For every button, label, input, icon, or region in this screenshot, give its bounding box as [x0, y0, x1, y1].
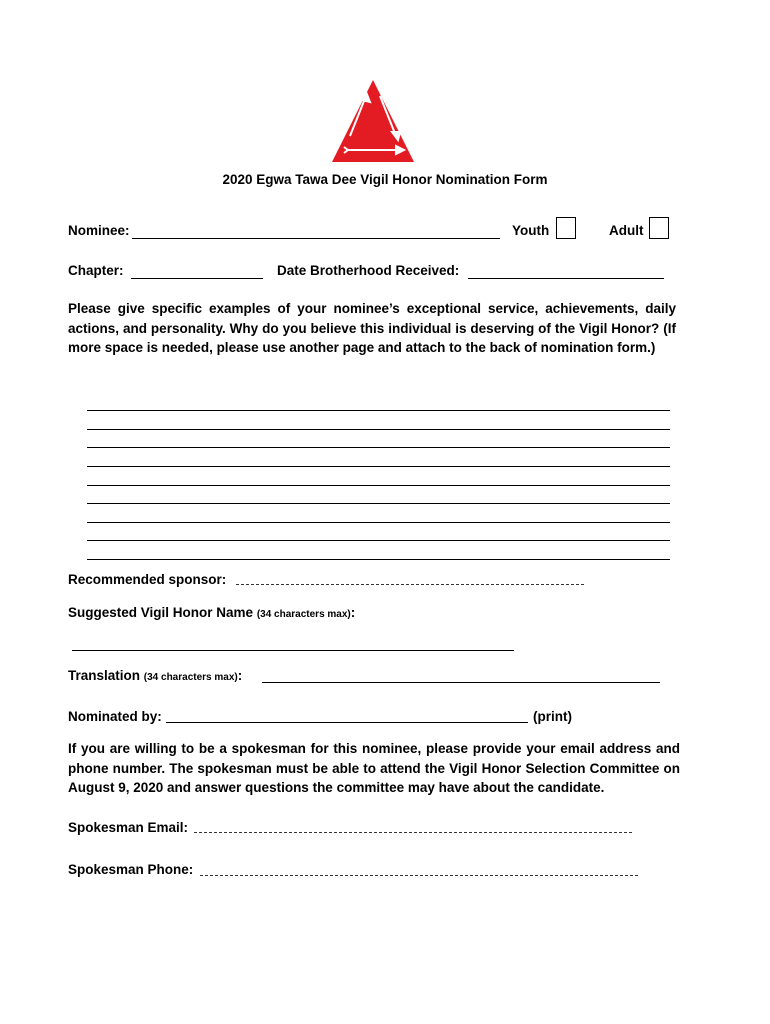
answer-line[interactable] [87, 466, 670, 467]
nominated-by-input-line[interactable] [166, 722, 528, 723]
form-title: 2020 Egwa Tawa Dee Vigil Honor Nomination Form [222, 172, 548, 187]
chapter-input-line[interactable] [131, 278, 263, 279]
recommended-sponsor-input-line[interactable] [236, 584, 584, 585]
answer-line[interactable] [87, 410, 670, 411]
chapter-label: Chapter: [68, 263, 124, 278]
spokesman-email-label: Spokesman Email: [68, 820, 189, 835]
spokesman-email-input-line[interactable] [194, 832, 632, 833]
spokesman-phone-input-line[interactable] [200, 875, 638, 876]
vigil-name-label: Suggested Vigil Honor Name [68, 605, 254, 620]
answer-line[interactable] [87, 485, 670, 486]
answer-line[interactable] [87, 559, 670, 560]
date-brotherhood-label: Date Brotherhood Received: [277, 263, 460, 278]
answer-line[interactable] [87, 447, 670, 448]
instructions-text: Please give specific examples of your nominee’s exceptional service, achievements, daily actions, and personality. Why do you believe this individual is deserving of the Vigil Honor? (If more space is needed, please use another page and attach to the back of nomination form.) [68, 301, 676, 355]
adult-label: Adult [609, 223, 644, 238]
answer-line[interactable] [87, 540, 670, 541]
spokesman-phone-label: Spokesman Phone: [68, 862, 194, 877]
translation-label-row [68, 668, 242, 683]
youth-checkbox[interactable] [556, 217, 576, 239]
answer-line[interactable] [87, 522, 670, 523]
answer-line[interactable] [87, 503, 670, 504]
youth-label: Youth [512, 223, 550, 238]
translation-label: Translation [68, 668, 141, 683]
spokesman-instructions: If you are willing to be a spokesman for this nominee, please provide your email address and phone number. The spokesman must be able to attend the Vigil Honor Selection Committee on August 9, 2020 and answer questions the committee may have about the candidate. [68, 741, 680, 795]
translation-colon: : [237, 668, 243, 683]
nominated-by-label: Nominated by: [68, 709, 162, 724]
translation-note: (34 characters max) [143, 672, 238, 683]
nominated-by-print-note: (print) [533, 709, 572, 724]
date-brotherhood-input-line[interactable] [468, 278, 664, 279]
nominee-input-line[interactable] [132, 238, 500, 239]
vigil-name-label-row [68, 605, 355, 620]
answer-line[interactable] [87, 429, 670, 430]
order-of-the-arrow-triangle-logo [330, 78, 416, 164]
recommended-sponsor-label: Recommended sponsor: [68, 572, 227, 587]
nominee-label: Nominee: [68, 223, 130, 238]
vigil-name-input-line[interactable] [72, 650, 514, 651]
translation-input-line[interactable] [262, 682, 660, 683]
adult-checkbox[interactable] [649, 217, 669, 239]
vigil-name-note: (34 characters max) [256, 609, 351, 620]
vigil-name-colon: : [350, 605, 356, 620]
